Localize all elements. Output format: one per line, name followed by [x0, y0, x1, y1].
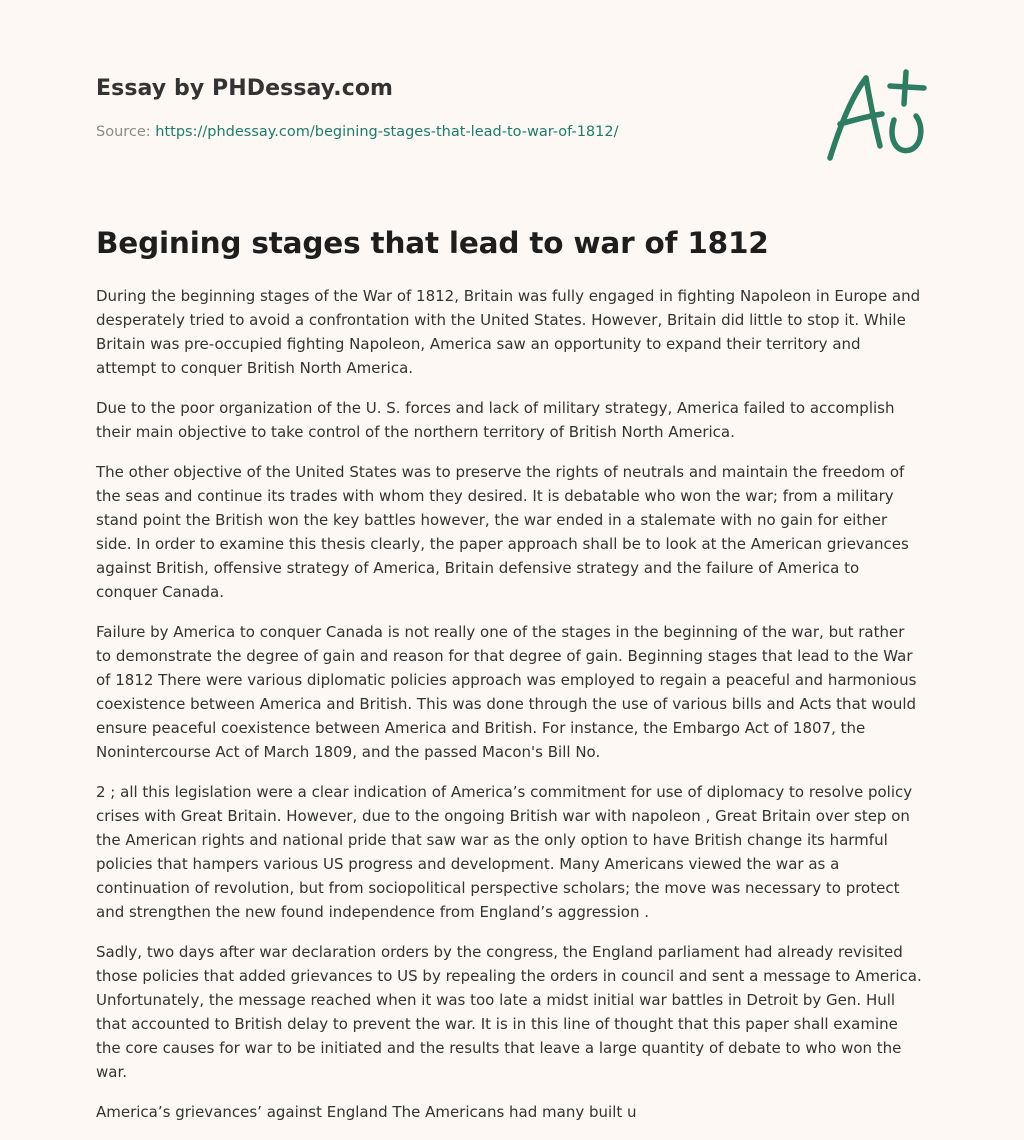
- a-plus-grade-icon: [820, 66, 930, 166]
- site-brand: Essay by PHDessay.com: [96, 76, 394, 101]
- essay-paragraph: Failure by America to conquer Canada is not really one of the stages in the beginning of the war, but rather to demonstrate the degree of gain and reason for that degree of gain. Beginning stages that lead to the War of 1812 There were various diplomatic policies approach was employed to regain a peaceful and harmonious coexistence between America and British. This was done through the use of various bills and Acts that would ensure peaceful coexistence between America and British. For instance, the Embargo Act of 1807, the Nonintercourse Act of March 1809, and the passed Macon's Bill No.: [96, 623, 917, 761]
- essay-paragraph: Sadly, two days after war declaration orders by the congress, the England parliament had already revisited those policies that added grievances to US by repealing the orders in council and sent a message to America. Unfortunately, the message reached when it was too late a midst initial war battles in Detroit by Gen. Hull that accounted to British delay to prevent the war. It is in this line of thought that this paper shall examine the core causes for war to be initiated and the results that leave a large quantity of debate to who won the war.: [96, 943, 922, 1081]
- source-link[interactable]: https://phdessay.com/begining-stages-that-lead-to-war-of-1812/: [155, 124, 619, 140]
- essay-paragraph: 2 ; all this legislation were a clear indication of America’s commitment for use of diplomacy to resolve policy crises with Great Britain. However, due to the ongoing British war with napoleon , Great Britain over step on the American rights and national pride that saw war as the only option to have British change its harmful policies that hampers various US progress and development. Many Americans viewed the war as a continuation of revolution, but from sociopolitical perspective scholars; the move was necessary to protect and strengthen the new found independence from England’s aggression .: [96, 783, 913, 921]
- essay-body: [96, 284, 922, 1140]
- essay-paragraph: America’s grievances’ against England The Americans had many built u: [96, 1103, 637, 1121]
- essay-paragraph: Due to the poor organization of the U. S. forces and lack of military strategy, America failed to accomplish their main objective to take control of the northern territory of British North America.: [96, 399, 895, 441]
- source-label: Source:: [96, 124, 156, 140]
- essay-title: Begining stages that lead to war of 1812: [96, 226, 769, 260]
- essay-paragraph: During the beginning stages of the War of 1812, Britain was fully engaged in fighting Napoleon in Europe and desperately tried to avoid a confrontation with the United States. However, Britain did little to stop it. While Britain was pre-occupied fighting Napoleon, America saw an opportunity to expand their territory and attempt to conquer British North America.: [96, 287, 921, 377]
- source-line: [96, 124, 619, 140]
- essay-paragraph: The other objective of the United States was to preserve the rights of neutrals and maintain the freedom of the seas and continue its trades with whom they desired. It is debatable who won the war; from a military stand point the British won the key battles however, the war ended in a stalemate with no gain for either side. In order to examine this thesis clearly, the paper approach shall be to look at the American grievances against British, offensive strategy of America, Britain defensive strategy and the failure of America to conquer Canada.: [96, 463, 909, 601]
